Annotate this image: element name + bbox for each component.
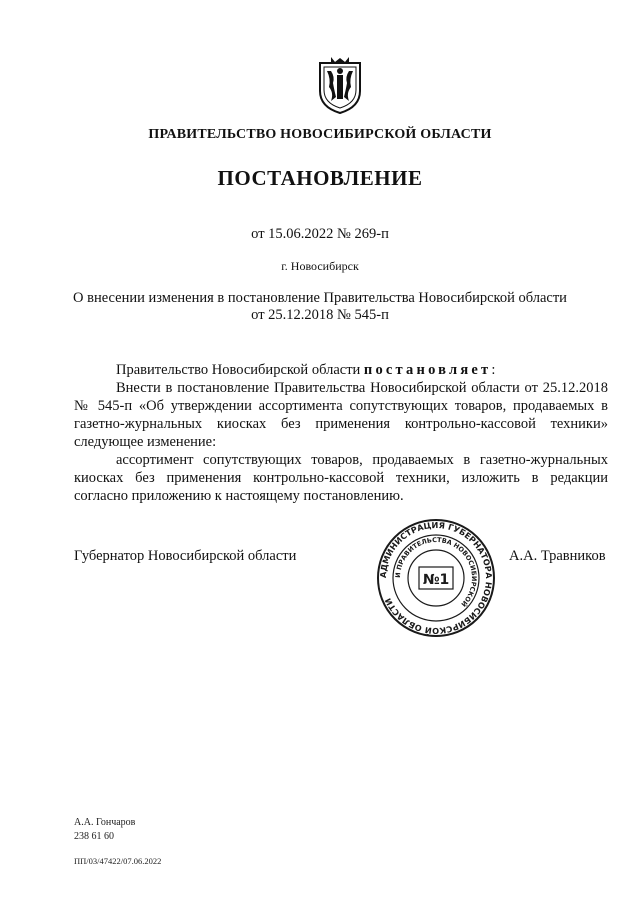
body-paragraph-2: ассортимент сопутствующих товаров, продаваемых в газетно-журнальных киосках без применения контрольно-кассовой техники, изложить в редакции согласно приложению к настоящему постановлению. bbox=[74, 452, 608, 504]
stamp-outer-text: АДМИНИСТРАЦИЯ ГУБЕРНАТОРА НОВОСИБИРСКОЙ ОБЛАСТИ bbox=[377, 519, 495, 637]
intro-prefix: Правительство Новосибирской области bbox=[116, 362, 364, 378]
signatory-title: Губернатор Новосибирской области bbox=[74, 548, 297, 564]
city-line: г. Новосибирск bbox=[281, 259, 359, 273]
executor-phone: 238 61 60 bbox=[74, 831, 114, 842]
document-body bbox=[74, 361, 608, 505]
intro-suffix: : bbox=[491, 362, 496, 378]
stamp-inner-text: И ПРАВИТЕЛЬСТВА НОВОСИБИРСКОЙ bbox=[393, 535, 479, 609]
official-seal-stamp bbox=[375, 517, 497, 639]
organization-title: ПРАВИТЕЛЬСТВО НОВОСИБИРСКОЙ ОБЛАСТИ bbox=[148, 127, 492, 142]
body-paragraph-1: Внести в постановление Правительства Новосибирской области от 25.12.2018 № 545-п «Об утверждении ассортимента сопутствующих товаров, продаваемых в газетно-журнальных киосках без применения контрольно-кассовой техники» следующее изменение: bbox=[74, 380, 608, 450]
novosibirsk-coat-of-arms-icon bbox=[317, 57, 363, 115]
subject-line-1: О внесении изменения в постановление Правительства Новосибирской области bbox=[73, 290, 567, 306]
document-subject bbox=[70, 290, 570, 324]
signatory-name: А.А. Травников bbox=[509, 548, 606, 564]
resolution-intro bbox=[74, 361, 608, 379]
date-number-line: от 15.06.2022 № 269-п bbox=[251, 226, 389, 242]
document-type-title: ПОСТАНОВЛЕНИЕ bbox=[217, 166, 423, 190]
subject-line-2: от 25.12.2018 № 545-п bbox=[251, 307, 389, 323]
stamp-center-number: №1 bbox=[422, 572, 450, 588]
executor-name: А.А. Гончаров bbox=[74, 817, 136, 828]
intro-verb: постановляет bbox=[363, 362, 492, 378]
document-id: ПП/03/47422/07.06.2022 bbox=[74, 856, 162, 866]
